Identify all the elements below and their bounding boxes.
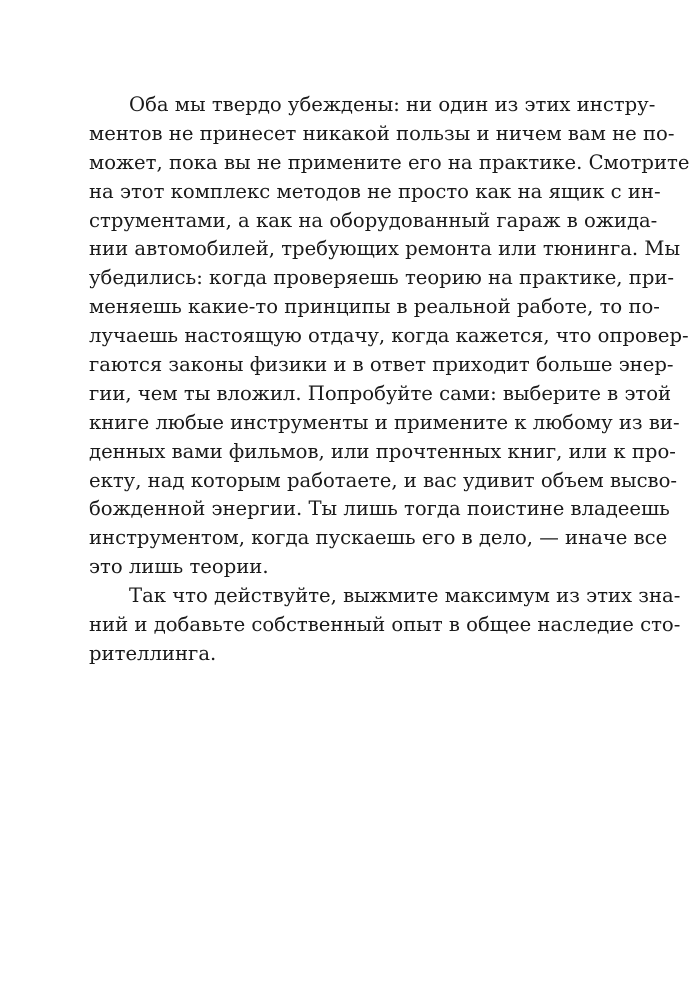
text-line: гаются законы физики и в ответ приходит больше энер- — [89, 353, 674, 377]
text-line: рителлинга. — [89, 641, 217, 665]
text-line: это лишь теории. — [89, 555, 269, 579]
text-line: Оба мы твердо убеждены: ни один из этих инстру- — [129, 93, 656, 116]
text-line: денных вами фильмов, или прочтенных книг, или к про- — [89, 439, 676, 463]
text-line: на этот комплекс методов не просто как на ящик с ин- — [89, 179, 661, 203]
paragraph — [89, 582, 681, 669]
text-line: гии, чем ты вложил. Попробуйте сами: выберите в этой — [89, 381, 672, 405]
text-line: инструментом, когда пускаешь его в дело, — иначе все — [89, 526, 668, 550]
text-line: Так что действуйте, выжмите максимум из этих зна- — [129, 584, 681, 608]
text-line: книге любые инструменты и примените к любому из ви- — [89, 410, 680, 434]
text-line: может, пока вы не примените его на практике. Смотрите — [89, 150, 689, 174]
text-line: убедились: когда проверяешь теорию на практике, при- — [89, 266, 675, 290]
text-line: меняешь какие-то принципы в реальной работе, то по- — [89, 295, 660, 319]
text-line: струментами, а как на оборудованный гараж в ожида- — [89, 208, 658, 232]
text-line: божденной энергии. Ты лишь тогда поистине владеешь — [89, 497, 670, 521]
text-line: ментов не принесет никакой пользы и ничем вам не по- — [89, 121, 675, 145]
text-line: ний и добавьте собственный опыт в общее наследие сто- — [89, 613, 681, 637]
text-line: лучаешь настоящую отдачу, когда кажется, что опровер- — [89, 324, 689, 348]
body-text — [89, 91, 689, 669]
paragraph — [89, 91, 689, 582]
text-line: нии автомобилей, требующих ремонта или тюнинга. Мы — [89, 237, 681, 261]
text-line: екту, над которым работаете, и вас удивит объем высво- — [89, 468, 677, 492]
